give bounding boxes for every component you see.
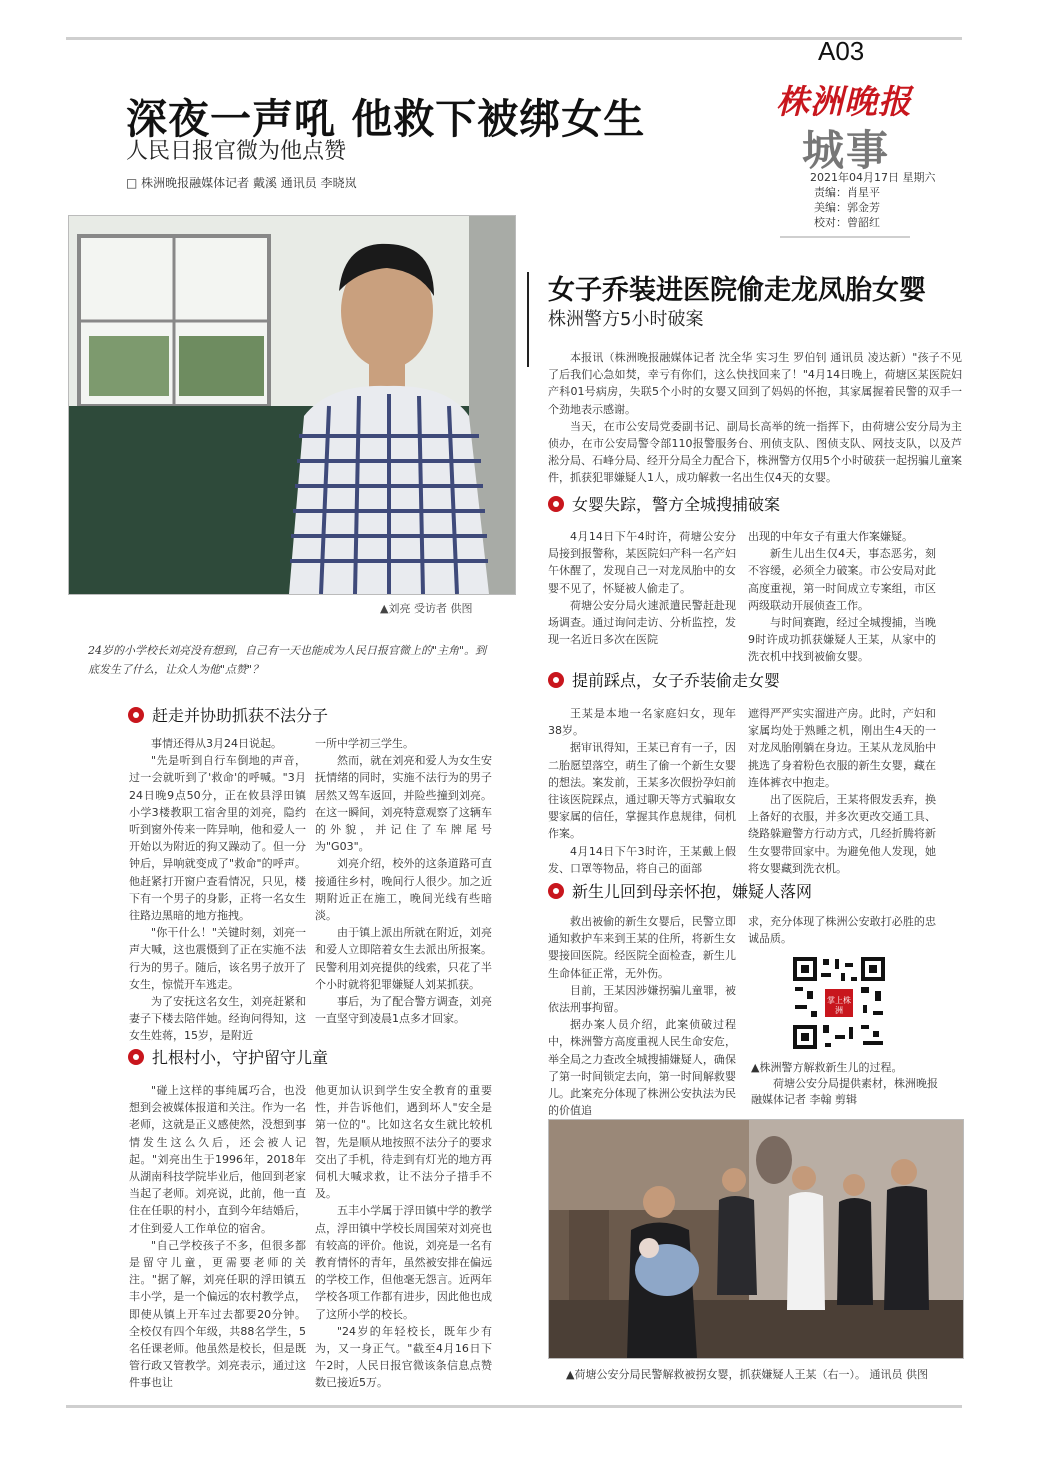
paragraph: 一所中学初三学生。 <box>315 737 414 750</box>
section-name: 城事 <box>802 126 891 175</box>
story2-section3-title: 新生儿回到母亲怀抱，嫌疑人落网 <box>572 882 813 901</box>
rescue-photo-caption: ▲荷塘公安分局民警解救被拐女婴，抓获嫌疑人王某（右一）。 通讯员 供图 <box>566 1368 928 1381</box>
story2-section1-col1 <box>548 528 736 648</box>
qr-badge: 掌上株洲 <box>827 996 851 1015</box>
paragraph: 新生儿出生仅4天，事态恶劣，刻不容缓，必须全力破案。市公安局对此高度重视，第一时间成立专案组，市区两级联动开展侦查工作。 <box>748 547 936 612</box>
paragraph: 事后，为了配合警方调查，刘亮一直坚守到凌晨1点多才回家。 <box>315 995 492 1026</box>
paragraph: "碰上这样的事纯属巧合，也没想到会被媒体报道和关注。作为一名老师，这就是正义感使然，没想到事情发生这么久后，还会被人记起。"刘亮出生于1996年，2018年从湖南科技学院毕业后，他回到老家当起了老师。刘亮说，此前，他一直住在任职的村小，直到今年结婚后，才住到爱人工作单位的宿舍。 <box>129 1084 306 1235</box>
paragraph: 刘亮介绍，校外的这条道路可直接通往乡村，晚间行人很少。加之近期附近正在施工，晚间光线有些暗淡。 <box>315 857 492 923</box>
story2-section3-col2 <box>748 913 936 947</box>
paragraph: 据办案人员介绍，此案侦破过程中，株洲警方高度重视人民生命安危，举全局之力查改全城搜捕嫌疑人，确保了第一时间锁定去向，第一时间解救婴儿。此案充分体现了株洲公安执法为民的价值追 <box>548 1018 736 1118</box>
newspaper-masthead: 株洲晚报 <box>776 82 912 121</box>
qr-credit: 荷塘公安分局提供素材，株洲晚报融媒体记者 李翰 剪辑 <box>751 1077 938 1106</box>
portrait-photo <box>68 215 516 595</box>
paragraph: 遮得严严实实溜进产房。此时，产妇和家属均处于熟睡之机，刚出生4天的一对龙凤胎刚躺在身边。王某从龙凤胎中挑选了身着粉色衣服的新生女婴，藏在连体裤衣中抱走。 <box>748 707 936 789</box>
portrait-image <box>69 216 515 594</box>
editor-credit: 责编：肖星平 <box>814 186 880 199</box>
paragraph: 本报讯（株洲晚报融媒体记者 沈全华 实习生 罗伯钊 通讯员 凌达新）"孩子不见了后我们心急如焚，幸亏有你们，这么快找回来了！"4月14日晚上，荷塘区某医院妇产科01号病房，失联5个小时的女婴又回到了妈妈的怀抱，其家属握着民警的双手一个劲地表示感谢。 <box>548 351 962 416</box>
red-bullet-icon <box>548 883 564 899</box>
story1-section1-col1 <box>129 735 306 1045</box>
meta-divider <box>780 236 910 238</box>
paragraph: "你干什么！"关键时刻，刘亮一声大喊，这也震慑到了正在实施不法行为的男子。随后，该名男子放开了女生，惊慌开车逃走。 <box>129 926 306 991</box>
paragraph: 与时间赛跑，经过全城搜捕，当晚9时许成功抓获嫌疑人王某，从家中的洗衣机中找到被偷女婴。 <box>748 616 936 664</box>
page-number: A03 <box>818 36 865 66</box>
story2-section1-col2 <box>748 528 936 666</box>
story1-section2-heading <box>128 1045 328 1068</box>
red-bullet-icon <box>128 707 144 723</box>
rescue-photo <box>548 1119 964 1359</box>
story2-accent-rule <box>527 272 529 367</box>
paragraph: 他更加认识到学生安全教育的重要性，并告诉他们，遇到坏人"安全是第一位的"。比如这名女生就比较机智，先是顺从地按照不法分子的要求交出了手机，待走到有灯光的地方再伺机大喊求救，让不法分子措手不及。 <box>315 1084 492 1201</box>
story1-section2-col2 <box>315 1082 492 1392</box>
edition-meta <box>810 170 936 230</box>
paragraph: "24岁的年轻校长，既年少有为，又一身正气。"截至4月16日下午2时，人民日报官微该条信息点赞数已接近5万。 <box>315 1324 492 1390</box>
story2-headline: 女子乔装进医院偷走龙凤胎女婴 <box>548 275 926 306</box>
story2-section2-heading <box>548 668 780 691</box>
qr-caption: ▲株洲警方解救新生儿的过程。 <box>751 1061 903 1074</box>
story1-section1-heading <box>128 703 328 726</box>
story2-section2-col1 <box>548 705 736 877</box>
proofreader-credit: 校对：曾韶红 <box>814 216 880 229</box>
story1-headline: 深夜一声吼 他救下被绑女生 <box>126 95 646 143</box>
bottom-rule <box>66 1405 962 1408</box>
paragraph: 据审讯得知，王某已育有一子，因二胎愿望落空，萌生了偷一个新生女婴的想法。案发前，王某多次假扮孕妇前往该医院踩点，通过聊天等方式骗取女婴家属的信任，掌握其作息规律，伺机作案。 <box>548 741 736 841</box>
red-bullet-icon <box>128 1049 144 1065</box>
paragraph: "自己学校孩子不多，但很多都是留守儿童，更需要老师的关注。"据了解，刘亮任职的浮田镇五丰小学，是一个偏远的农村教学点，即使从镇上开车过去都要20分钟。全校仅有四个年级，共88名学生，5名任课老师。他虽然是校长，但是既管行政又管教学。刘亮表示，通过这件事也让 <box>129 1238 306 1390</box>
paragraph: 当天，在市公安局党委副书记、副局长高举的统一指挥下，由荷塘公安分局为主侦办，在市公安局警令部110报警服务台、刑侦支队、图侦支队、网技支队，以及芦淞分局、石峰分局、经开分局全力配合下，株洲警方仅用5个小时破获一起拐骗儿童案件，抓获犯罪嫌疑人1人，成功解救一名出生仅4天的女婴。 <box>548 419 962 485</box>
story2-section2-col2 <box>748 705 936 877</box>
issue-date: 2021年04月17日 星期六 <box>810 171 936 184</box>
story2-section3-heading <box>548 879 812 902</box>
paragraph: 出现的中年女子有重大作案嫌疑。 <box>748 530 913 543</box>
story2-section3-col1 <box>548 913 736 1119</box>
story1-byline: □ 株洲晚报融媒体记者 戴溪 通讯员 李晓岚 <box>126 176 357 190</box>
story1-section1-col2 <box>315 735 492 1027</box>
story1-lead: 24岁的小学校长刘亮没有想到，自己有一天也能成为人民日报官微上的"主角"。到底发生了什么，让众人为他"点赞"？ <box>88 644 487 676</box>
paragraph: 目前，王某因涉嫌拐骗儿童罪，被依法刑事拘留。 <box>548 983 736 1015</box>
story1-section1-title: 赶走并协助抓获不法分子 <box>152 706 329 725</box>
story1-section2-title: 扎根村小，守护留守儿童 <box>152 1048 329 1067</box>
red-bullet-icon <box>548 496 564 512</box>
paragraph: 五丰小学属于浮田镇中学的教学点，浮田镇中学校长周国荣对刘亮也有较高的评价。他说，刘亮是一名有教育情怀的青年，虽然被安排在偏远的学校工作，但他毫无怨言。近两年学校各项工作都有进步，因此他也成了这所小学的校长。 <box>315 1204 492 1321</box>
story2-section1-title: 女婴失踪，警方全城搜捕破案 <box>572 495 781 514</box>
rescue-image <box>549 1120 963 1358</box>
paragraph: 王某是本地一名家庭妇女，现年38岁。 <box>548 707 736 738</box>
story2-subhead: 株洲警方5小时破案 <box>548 309 704 330</box>
designer-credit: 美编：郭金芳 <box>814 201 880 214</box>
paragraph: 然而，就在刘亮和爱人为女生安抚情绪的同时，实施不法行为的男子居然又驾车返回，并险些撞到刘亮。在这一瞬间，刘亮特意观察了这辆车的外貌，并记住了车牌尾号为"G03"。 <box>315 754 492 854</box>
story1-section2-col1 <box>129 1082 306 1392</box>
paragraph: 事情还得从3月24日说起。 <box>151 737 282 750</box>
paragraph: 荷塘公安分局火速派遣民警赶赴现场调查。通过询问走访、分析监控，发现一名近日多次在医院 <box>548 598 736 647</box>
story1-subhead: 人民日报官微为他点赞 <box>126 139 347 164</box>
paragraph: 为了安抚这名女生，刘亮赶紧和妻子下楼去陪伴她。经询问得知，这女生姓蒋，15岁，是附近 <box>129 995 306 1043</box>
story2-section1-heading <box>548 492 780 515</box>
story2-section2-title: 提前踩点，女子乔装偷走女婴 <box>572 671 781 690</box>
paragraph: 由于镇上派出所就在附近，刘亮和爱人立即陪着女生去派出所报案。民警利用刘亮提供的线索，只花了半个小时就将犯罪嫌疑人刘某抓获。 <box>315 926 492 991</box>
red-bullet-icon <box>548 672 564 688</box>
portrait-caption: ▲刘亮 受访者 供图 <box>380 602 473 615</box>
story2-intro <box>548 349 962 487</box>
paragraph: "先是听到自行车倒地的声音，过一会就听到了'救命'的呼喊。"3月24日晚9点50分，正在攸县浮田镇小学3楼教职工宿舍里的刘亮，隐约听到窗外传来一阵异响，他和爱人一开始以为附近的狗又躁动了。但一分钟后，异响就变成了"救命"的呼声。他赶紧打开窗户查看情况，只见，楼下有一个男子的身影，正将一名女生往路边黑暗的地方拖拽。 <box>129 754 306 923</box>
paragraph: 求，充分体现了株洲公安敢打必胜的忠诚品质。 <box>748 915 936 946</box>
paragraph: 出了医院后，王某将假发丢弃，换上备好的衣服，并多次更改交通工具、绕路躲避警方行动方式，几经折腾将新生女婴带回家中。为避免他人发现，她将女婴藏到洗衣机。 <box>748 793 936 875</box>
paragraph: 4月14日下午3时许，王某戴上假发、口罩等物品，将自己的面部 <box>548 844 736 875</box>
paragraph: 救出被偷的新生女婴后，民警立即通知救护车来到王某的住所，将新生女婴接回医院。经医院全面检查，新生儿生命体征正常，无外伤。 <box>548 915 736 980</box>
paragraph: 4月14日下午4时许，荷塘公安分局接到报警称，某医院妇产科一名产妇午休醒了，发现自己一对龙凤胎中的女婴不见了，怀疑被人偷走了。 <box>548 530 736 595</box>
video-qr-code[interactable] <box>791 955 887 1051</box>
